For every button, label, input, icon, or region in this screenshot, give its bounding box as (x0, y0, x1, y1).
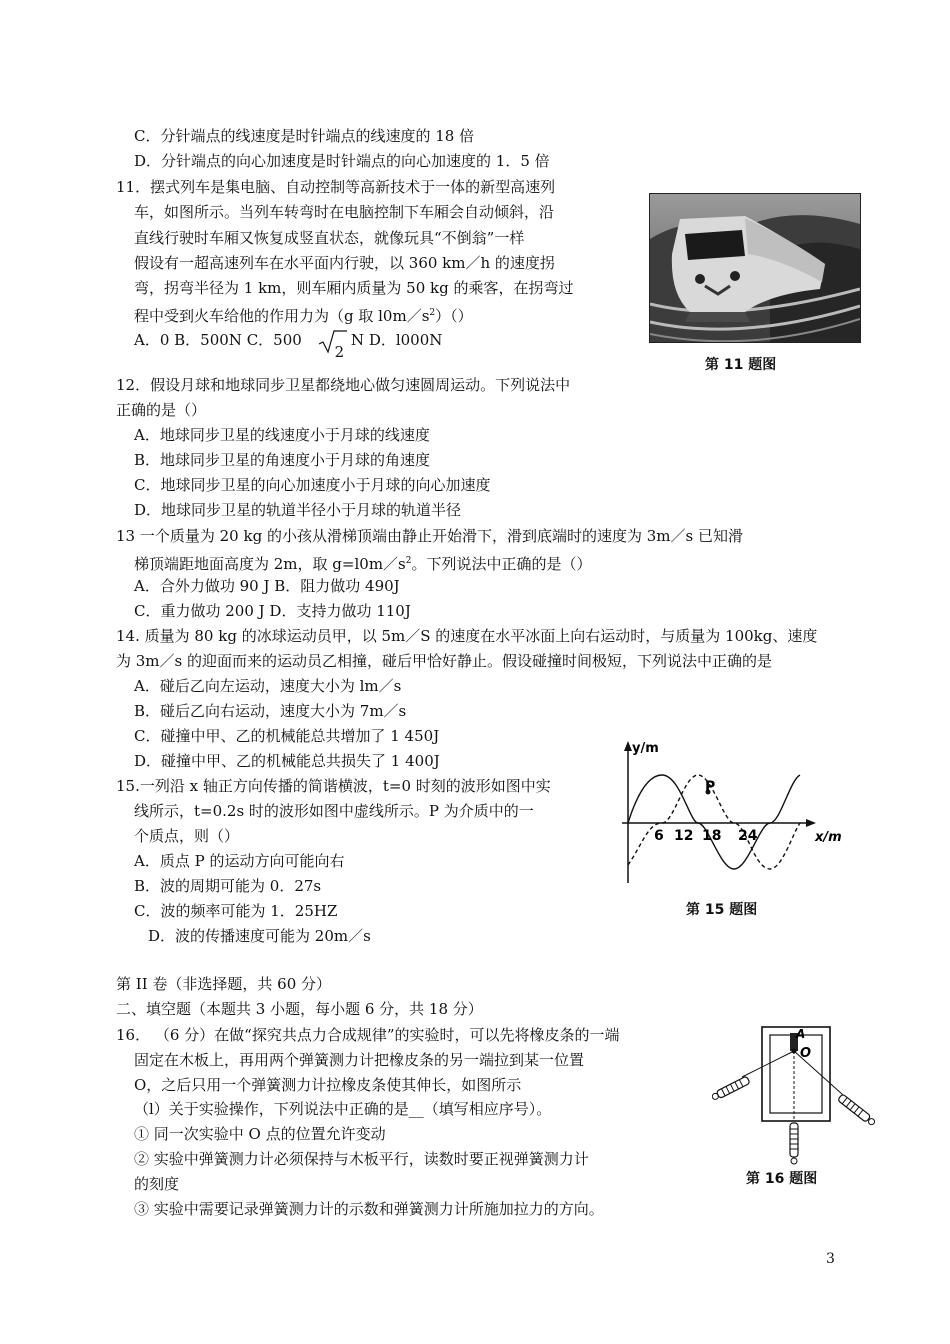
q11-options-b: N D．l000N (350, 331, 443, 349)
wave-graph (612, 735, 852, 885)
x-tick-24: 24 (738, 828, 758, 844)
q13-options-ab: A．合外力做功 90 J B．阻力做功 490J (134, 577, 400, 595)
q13-stem-2-tail: 。下列说法中正确的是（） (411, 555, 592, 573)
x-tick-12: 12 (674, 828, 694, 844)
right-spring-scale-icon (838, 1094, 877, 1127)
q11-options-a: A．0 B．500N C．500 (134, 331, 302, 349)
q14-option-b: B．碰后乙向右运动，速度大小为 7m／s (134, 702, 407, 720)
q14-option-d: D．碰撞中甲、乙的机械能总共损失了 1 400J (134, 752, 440, 770)
q12-option-d: D．地球同步卫星的轨道半径小于月球的轨道半径 (134, 501, 462, 519)
q15-stem-2: 线所示，t=0.2s 时的波形如图中虚线所示。P 为介质中的一 (134, 802, 534, 820)
q11-options (134, 330, 443, 361)
q11-stem-3: 直线行驶时车厢又恢复成竖直状态，就像玩具“不倒翁”一样 (134, 229, 525, 247)
q11-stem-2: 车，如图所示。当列车转弯时在电脑控制下车厢会自动倾斜，沿 (134, 203, 555, 221)
train-illustration-icon (650, 194, 860, 342)
q15-option-b: B．波的周期可能为 0．27s (134, 877, 322, 895)
q11-stem-4: 假设有一超高速列车在水平面内行驶，以 360 km／h 的速度拐 (134, 254, 555, 272)
q15-stem-1: 15.一列沿 x 轴正方向传播的简谐横波，t=0 时刻的波形如图中实 (116, 777, 551, 795)
q12-stem-2: 正确的是（） (116, 401, 207, 419)
q11-stem-6 (134, 303, 473, 326)
sqrt-radicand: 2 (334, 343, 345, 361)
page-number: 3 (826, 1251, 835, 1267)
q15-option-c: C．波的频率可能为 1．25HZ (134, 902, 338, 920)
q11-stem-6-tail: ）（） (435, 307, 473, 325)
point-o-dot (792, 1049, 797, 1054)
y-axis-label: y/m (632, 741, 659, 756)
left-string (742, 1051, 794, 1077)
q16-stem-1: 16． （6 分）在做“探究共点力合成规律”的实验时，可以先将橡皮条的一端 (116, 1026, 620, 1044)
q16-stem-2: 固定在木板上，再用两个弹簧测力计把橡皮条的另一端拉到某一位置 (134, 1051, 585, 1069)
x-tick-6: 6 (654, 828, 664, 844)
q15-option-d: D．波的传播速度可能为 20m／s (148, 927, 371, 945)
q12-option-b: B．地球同步卫星的角速度小于月球的角速度 (134, 451, 431, 469)
q13-stem-1: 13 一个质量为 20 kg 的小孩从滑梯顶端由静止开始滑下，滑到底端时的速度为 3m／s 已知滑 (116, 527, 743, 545)
q12-option-a: A．地球同步卫星的线速度小于月球的线速度 (134, 426, 430, 444)
label-a: A (796, 1027, 806, 1041)
fig15-caption: 第 15 题图 (686, 902, 758, 918)
q16-item-3: ③ 实验中需要记录弹簧测力计的示数和弹簧测力计所施加拉力的方向。 (134, 1200, 604, 1218)
y-axis-arrow-icon (624, 741, 632, 751)
point-p-label: P (705, 779, 716, 795)
q16-item-1: ① 同一次实验中 O 点的位置允许变动 (134, 1125, 386, 1143)
q15-stem-3: 个质点，则（） (134, 827, 240, 845)
q12-option-c: C．地球同步卫星的向心加速度小于月球的向心加速度 (134, 476, 491, 494)
sqrt-symbol (319, 342, 345, 362)
q14-stem-1: 14. 质量为 80 kg 的冰球运动员甲，以 5m／S 的速度在水平冰面上向右运动时，与质量为 100kg、速度 (116, 627, 818, 645)
q11-stem-5: 弯，拐弯半径为 1 km，则车厢内质量为 50 kg 的乘客，在拐弯过 (134, 279, 574, 297)
q13-stem-2-text: 梯顶端距地面高度为 2m，取 g=l0m／s (134, 555, 406, 573)
q13-stem-2 (134, 551, 592, 574)
q12-stem-1: 12．假设月球和地球同步卫星都绕地心做匀速圆周运动。下列说法中 (116, 376, 571, 394)
part2-heading: 第 II 卷（非选择题，共 60 分） (116, 975, 332, 993)
q10-option-d: D．分针端点的向心加速度是时针端点的向心加速度的 1．5 倍 (134, 152, 550, 170)
q16-stem-3: O，之后只用一个弹簧测力计拉橡皮条使其伸长，如图所示 (134, 1076, 522, 1094)
q13-options-cd: C．重力做功 200 J D．支持力做功 110J (134, 602, 411, 620)
q16-item-2: ② 实验中弹簧测力计必须保持与木板平行，读数时要正视弹簧测力计 (134, 1150, 589, 1168)
fig16-caption: 第 16 题图 (746, 1171, 818, 1187)
left-spring-scale-icon (712, 1076, 750, 1101)
q14-option-c: C．碰撞中甲、乙的机械能总共增加了 1 450J (134, 727, 440, 745)
fig11-caption: 第 11 题图 (705, 357, 777, 373)
train-photo (649, 193, 861, 343)
x-tick-18: 18 (702, 828, 722, 844)
force-board-figure (712, 1025, 892, 1167)
section2-heading: 二、填空题（本题共 3 小题，每小题 6 分，共 18 分） (116, 1000, 483, 1018)
q15-option-a: A．质点 P 的运动方向可能向右 (134, 852, 345, 870)
bottom-spring-scale-icon (790, 1123, 798, 1164)
q11-stem-6-text: 程中受到火车给他的作用力为（g 取 l0m／s (134, 307, 430, 325)
q11-stem-1: 11．摆式列车是集电脑、自动控制等高新技术于一体的新型高速列 (116, 178, 556, 196)
q14-stem-2: 为 3m／s 的迎面而来的运动员乙相撞，碰后甲恰好静止。假设碰撞时间极短，下列说法中正确的是 (116, 652, 773, 670)
q16-item-2-cont: 的刻度 (134, 1175, 180, 1193)
label-o: O (800, 1046, 812, 1061)
x-axis-arrow-icon (806, 819, 816, 827)
x-axis-label: x/m (815, 830, 842, 845)
q16-part1: （l）关于实验操作，下列说法中正确的是__（填写相应序号）。 (134, 1100, 552, 1118)
q14-option-a: A．碰后乙向左运动，速度大小为 lm／s (134, 677, 402, 695)
q11-stem-6-sup: 2 (429, 308, 436, 318)
q10-option-c: C．分针端点的线速度是时针端点的线速度的 18 倍 (134, 127, 475, 145)
q13-stem-2-sup: 2 (405, 556, 412, 566)
